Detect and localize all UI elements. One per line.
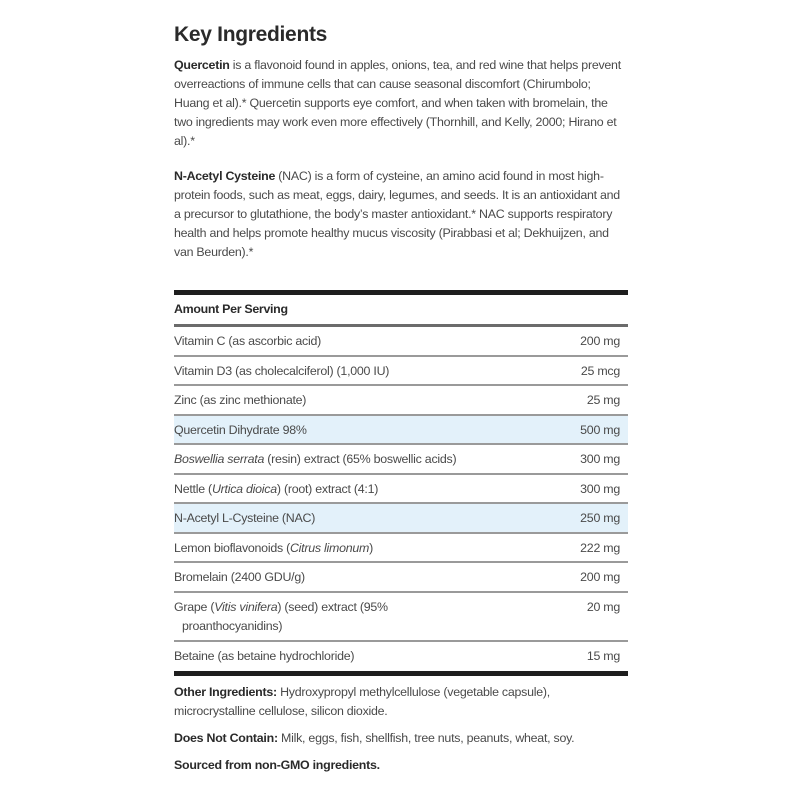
quercetin-term: Quercetin (174, 58, 230, 72)
ingredient-name-ital: Urtica dioica (211, 481, 277, 496)
ingredient-amount: 300 mg (580, 452, 620, 466)
ingredient-amount: 300 mg (580, 481, 620, 496)
ingredient-amount: 15 mg (586, 648, 620, 663)
ingredient-name-pre: Bromelain (2400 GDU/g) (174, 570, 305, 584)
table-row (174, 416, 628, 446)
ingredient-name-ital: Boswellia serrata (174, 452, 265, 466)
footer-section (174, 683, 628, 783)
does-not-contain-label: Does Not Contain: (174, 731, 278, 745)
table-row (174, 327, 628, 357)
sourced-statement (174, 756, 628, 775)
ingredient-amount: 20 mg (586, 599, 620, 614)
quercetin-description: is a flavonoid found in apples, onions, tea, and red wine that helps prevent overreactions of immune cells that can cause seasonal discomfort (Chirumbolo; Huang et al).* Quercetin supports eye comfort, and when taken with bromelain, the two ingredients may work even more effectively (Thornhill, and Kelly, 2000; Hirano et al).* (174, 58, 621, 148)
table-body (174, 327, 628, 671)
ingredient-amount: 25 mg (586, 393, 620, 407)
does-not-contain-text: Milk, eggs, fish, shellfish, tree nuts, peanuts, wheat, soy. (277, 731, 575, 745)
ingredient-name-pre: Lemon bioflavonoids ( (174, 540, 290, 555)
nac-paragraph (174, 167, 628, 262)
ingredient-name-pre: Nettle ( (174, 481, 212, 496)
table-row (174, 475, 628, 505)
ingredient-name (174, 568, 544, 587)
table-row (174, 534, 628, 564)
ingredient-amount: 500 mg (580, 422, 620, 437)
ingredient-name-ital: Citrus limonum (289, 540, 370, 555)
ingredient-amount: 200 mg (580, 334, 620, 348)
table-row (174, 563, 628, 593)
ingredient-name-post: (resin) extract (65% boswellic acids) (264, 452, 457, 466)
ingredient-name (174, 450, 544, 469)
ingredient-amount: 222 mg (580, 540, 620, 555)
ingredient-name-pre: Grape ( (174, 599, 215, 614)
ingredient-name-post: ) (root) extract (4:1) (276, 481, 379, 496)
key-ingredients-section (174, 22, 628, 278)
table-row (174, 445, 628, 475)
table-bottom-border (174, 671, 628, 676)
ingredient-amount: 25 mcg (580, 363, 620, 378)
ingredient-name-pre: Betaine (as betaine hydrochloride) (174, 648, 355, 663)
section-title: Key Ingredients (174, 23, 328, 46)
ingredient-name (174, 332, 544, 351)
ingredient-name (174, 362, 544, 381)
ingredient-name (174, 480, 544, 499)
other-ingredients-label: Other Ingredients: (174, 685, 277, 699)
ingredient-name (174, 647, 544, 666)
table-row (174, 386, 628, 416)
sourced-text: Sourced from non-GMO ingredients. (174, 758, 380, 772)
quercetin-paragraph (174, 56, 628, 151)
table-row (174, 504, 628, 534)
ingredient-name-pre: Vitamin D3 (as cholecalciferol) (1,000 IU) (174, 363, 390, 378)
ingredient-name-continued: proanthocyanidins) (182, 618, 283, 633)
ingredient-name-pre: Zinc (as zinc methionate) (174, 393, 307, 407)
ingredient-name-pre: Quercetin Dihydrate 98% (174, 422, 307, 437)
does-not-contain (174, 729, 628, 748)
ingredient-name-ital: Vitis vinifera (214, 599, 278, 614)
ingredient-name-post: ) (seed) extract (95% (277, 599, 388, 614)
nac-term: N-Acetyl Cysteine (174, 169, 276, 183)
table-row (174, 642, 628, 672)
other-ingredients (174, 683, 628, 721)
ingredient-name (174, 421, 544, 440)
table-header: Amount Per Serving (174, 295, 628, 327)
ingredient-name (174, 509, 544, 528)
table-row (174, 593, 628, 642)
ingredient-name-pre: Vitamin C (as ascorbic acid) (174, 334, 322, 348)
ingredient-name (174, 598, 544, 636)
ingredient-amount: 250 mg (580, 511, 620, 525)
ingredient-name (174, 539, 544, 558)
nac-description: (NAC) is a form of cysteine, an amino acid found in most high-protein foods, such as meat, eggs, dairy, legumes, and seeds. It is an antioxidant and a precursor to glutathione, the body’s master antioxidant.* NAC supports respiratory health and helps promote healthy mucus viscosity (Pirabbasi et al; Dekhuijzen, and van Beurden).* (174, 169, 620, 259)
ingredient-name-pre: N-Acetyl L-Cysteine (NAC) (174, 511, 316, 525)
other-ingredients-text: Hydroxypropyl methylcellulose (vegetable capsule), microcrystalline cellulose, silicon dioxide. (174, 685, 550, 718)
ingredient-name (174, 391, 544, 410)
table-row (174, 357, 628, 387)
ingredient-name-post: ) (369, 540, 373, 555)
supplement-facts-table (174, 290, 628, 676)
ingredient-amount: 200 mg (580, 570, 620, 584)
